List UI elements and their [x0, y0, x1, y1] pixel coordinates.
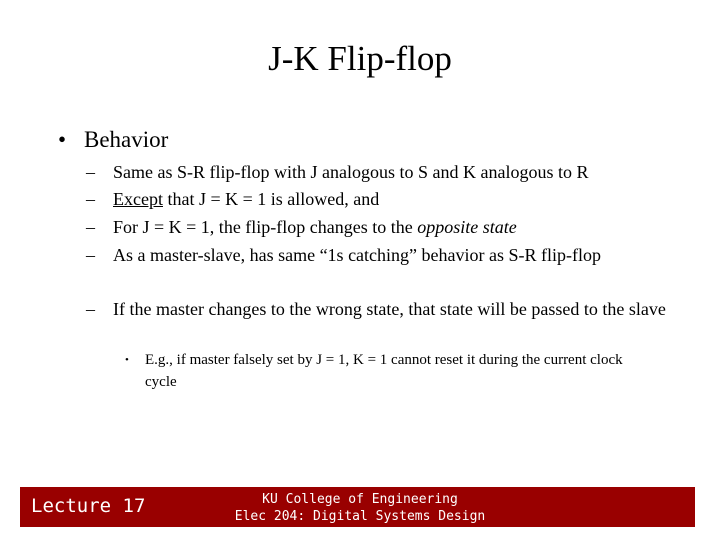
sub-bullet-text: If the master changes to the wrong state, that state will be passed to the slave [113, 299, 666, 319]
sub-bullet-text-rest: that J = K = 1 is allowed, and [162, 189, 380, 209]
sub-bullet-5 [86, 298, 666, 320]
sub-bullet-text-pre: For J = K = 1, the flip-flop changes to the [113, 217, 418, 237]
sub-bullet-4 [86, 244, 646, 266]
sub-bullet-text: Same as S-R flip-flop with J analogous to S and K analogous to R [113, 162, 589, 182]
bullet-marker: • [58, 127, 67, 152]
italic-phrase: opposite state [417, 217, 517, 237]
bullet-text: Behavior [84, 127, 169, 152]
slide-title: J-K Flip-flop [268, 39, 452, 78]
sub-sub-bullet-text: E.g., if master falsely set by J = 1, K = 1 cannot reset it during the current clock cycle [145, 352, 623, 390]
sub-bullet-text [113, 216, 666, 238]
dash-marker: – [86, 245, 95, 265]
college-label [230, 491, 490, 525]
dash-marker: – [86, 299, 95, 319]
underlined-word: Except [113, 189, 163, 209]
sub-bullet-2 [86, 188, 666, 210]
sub-bullet-text: As a master-slave, has same “1s catching” behavior as S-R flip-flop [113, 245, 601, 265]
footer-bar [20, 487, 695, 527]
dash-marker: – [86, 217, 95, 237]
sub-bullet-1 [86, 161, 666, 183]
college-line-2: Elec 204: Digital Systems Design [234, 509, 486, 524]
dot-marker: • [125, 354, 129, 366]
lecture-label: Lecture 17 [31, 495, 146, 517]
college-line-1: KU College of Engineering [262, 492, 458, 507]
sub-bullet-text [113, 188, 666, 210]
dash-marker: – [86, 162, 95, 182]
sub-sub-bullet [125, 349, 645, 393]
dash-marker: – [86, 189, 95, 209]
sub-bullet-3 [86, 216, 666, 238]
